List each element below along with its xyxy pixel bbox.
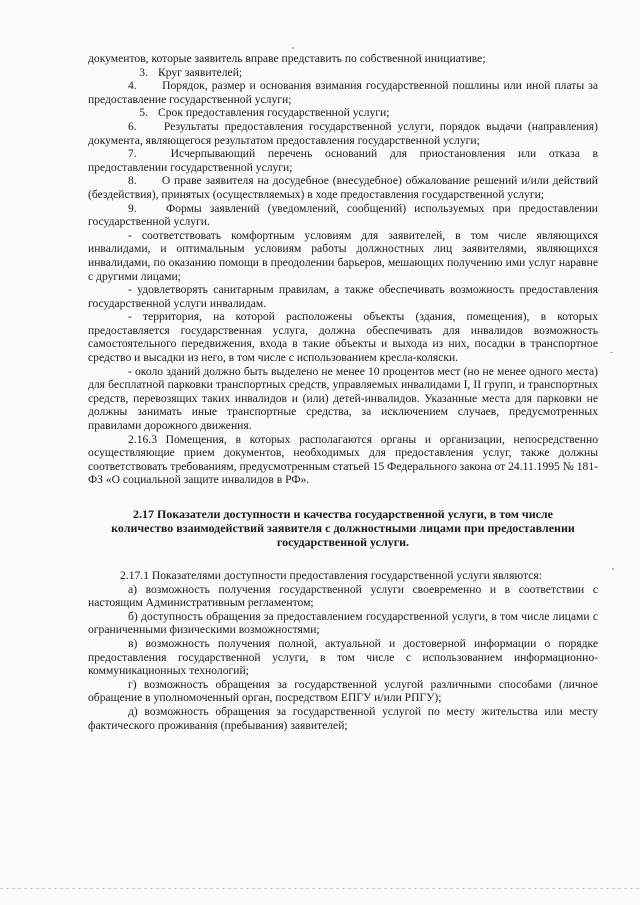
list-item-7: [88, 147, 598, 174]
list-number: 5.: [139, 106, 148, 120]
indicator-item-b: б) доступность обращения за предоставлением государственной услуги, в том числе лицами с ограниченными физическими возможностями;: [88, 609, 598, 637]
paragraph-continuation: документов, которые заявитель вправе представить по собственной инициативе;: [88, 52, 486, 65]
indicator-item-g: г) возможность обращения за государственной услугой различными способами (личное обращение в уполномоченный орган, посредством ЕПГУ и/или РПГУ);: [88, 677, 598, 705]
dash-item-parking: - около зданий должно быть выделено не менее 10 процентов мест (но не менее одного места) для бесплатной парковки транспортных средств, управляемых инвалидами I, II групп, и транспортных средств, перевозящих таких инвалидов и (или) детей-инвалидов. Указанные места для парковки не должны занимать иные транспортные средства, за исключением случаев, предусмотренных правилами дорожного движения.: [88, 364, 598, 433]
scan-speck: [292, 47, 294, 49]
paragraph-2-17-1: 2.17.1 Показателями доступности предоставления государственной услуги являются:: [120, 569, 542, 582]
dash-item-territory: - территория, на которой расположены объекты (здания, помещения), в которых предоставляется государственная услуга, должна обеспечивать для инвалидов возможность самостоятельного передвижения, входа в такие объекты и выхода из них, посадки в транспортное средство и высадки из него, в том числе с использованием кресла-коляски.: [88, 310, 598, 365]
list-text: Результаты предоставления государственной услуги, порядок выдачи (направления) документа, являющегося результатом предоставления государственной услуги;: [88, 119, 598, 147]
scan-speck: [610, 352, 613, 353]
list-text: Порядок, размер и основания взимания государственной пошлины или иной платы за предоставление государственной услуги;: [88, 79, 599, 106]
document-body: [88, 52, 598, 732]
list-text: Формы заявлений (уведомлений, сообщений) используемых при предоставлении государственной услуги.: [88, 201, 598, 229]
dash-item-comfort: - соответствовать комфортным условиям для заявителей, в том числе являющихся инвалидами, и оптимальным условиям работы должностных лиц заявителями, являющихся инвалидами, по оказанию помощи в преодолении барьеров, мешающих получению ими услуг наравне с другими лицами;: [88, 228, 598, 283]
indicator-item-d: д) возможность обращения за государственной услугой по месту жительства или месту фактического проживания (пребывания) заявителей;: [88, 704, 598, 732]
list-text: Круг заявителей;: [158, 65, 243, 79]
indicator-item-v: в) возможность получения полной, актуальной и достоверной информации о порядке предоставления государственной услуги, в том числе с использованием информационно-коммуникационных технологий;: [88, 636, 598, 678]
paragraph-2-16-3: 2.16.3 Помещения, в которых располагаются органы и организации, непосредственно осуществляющие прием документов, необходимых для предоставления услуг, также должны соответствовать требованиям, предусмотренным статьей 15 Федерального закона от 24.11.1995 № 181-ФЗ «О социальной защите инвалидов в РФ».: [88, 432, 598, 487]
list-text: Срок предоставления государственной услуги;: [158, 106, 390, 120]
dash-item-sanitary: - удовлетворять санитарным правилам, а также обеспечивать возможность предоставления государственной услуги инвалидам.: [88, 283, 598, 310]
list-number: 8.: [128, 174, 137, 188]
scan-speck: [612, 568, 614, 570]
list-item-9: [88, 202, 598, 229]
list-text: О праве заявителя на досудебное (внесудебное) обжалование решений и/или действий (бездействия), принятых (осуществляемых) в ходе предоставления государственной услуги;: [88, 174, 598, 201]
list-number: 7.: [128, 147, 137, 161]
list-item-8: [88, 174, 598, 201]
list-number: 6.: [128, 119, 137, 133]
list-number: 4.: [128, 79, 137, 93]
scan-edge-line: [0, 888, 640, 889]
list-text: Исчерпывающий перечень оснований для приостановления или отказа в предоставлении государственной услуги;: [88, 147, 598, 174]
list-number: 9.: [128, 201, 137, 215]
list-number: 3.: [139, 65, 148, 79]
section-heading-2-17: 2.17 Показатели доступности и качества государственной услуги, в том числе количество взаимодействий заявителя с должностными лицами при предоставлении государственной услуги.: [111, 507, 575, 549]
list-item-4: [88, 79, 598, 106]
list-item-5: [88, 106, 598, 120]
indicator-item-a: а) возможность получения государственной услуги своевременно и в соответствии с настоящим Административным регламентом;: [88, 582, 598, 610]
list-item-6: [88, 120, 598, 147]
list-item-3: [88, 66, 598, 80]
